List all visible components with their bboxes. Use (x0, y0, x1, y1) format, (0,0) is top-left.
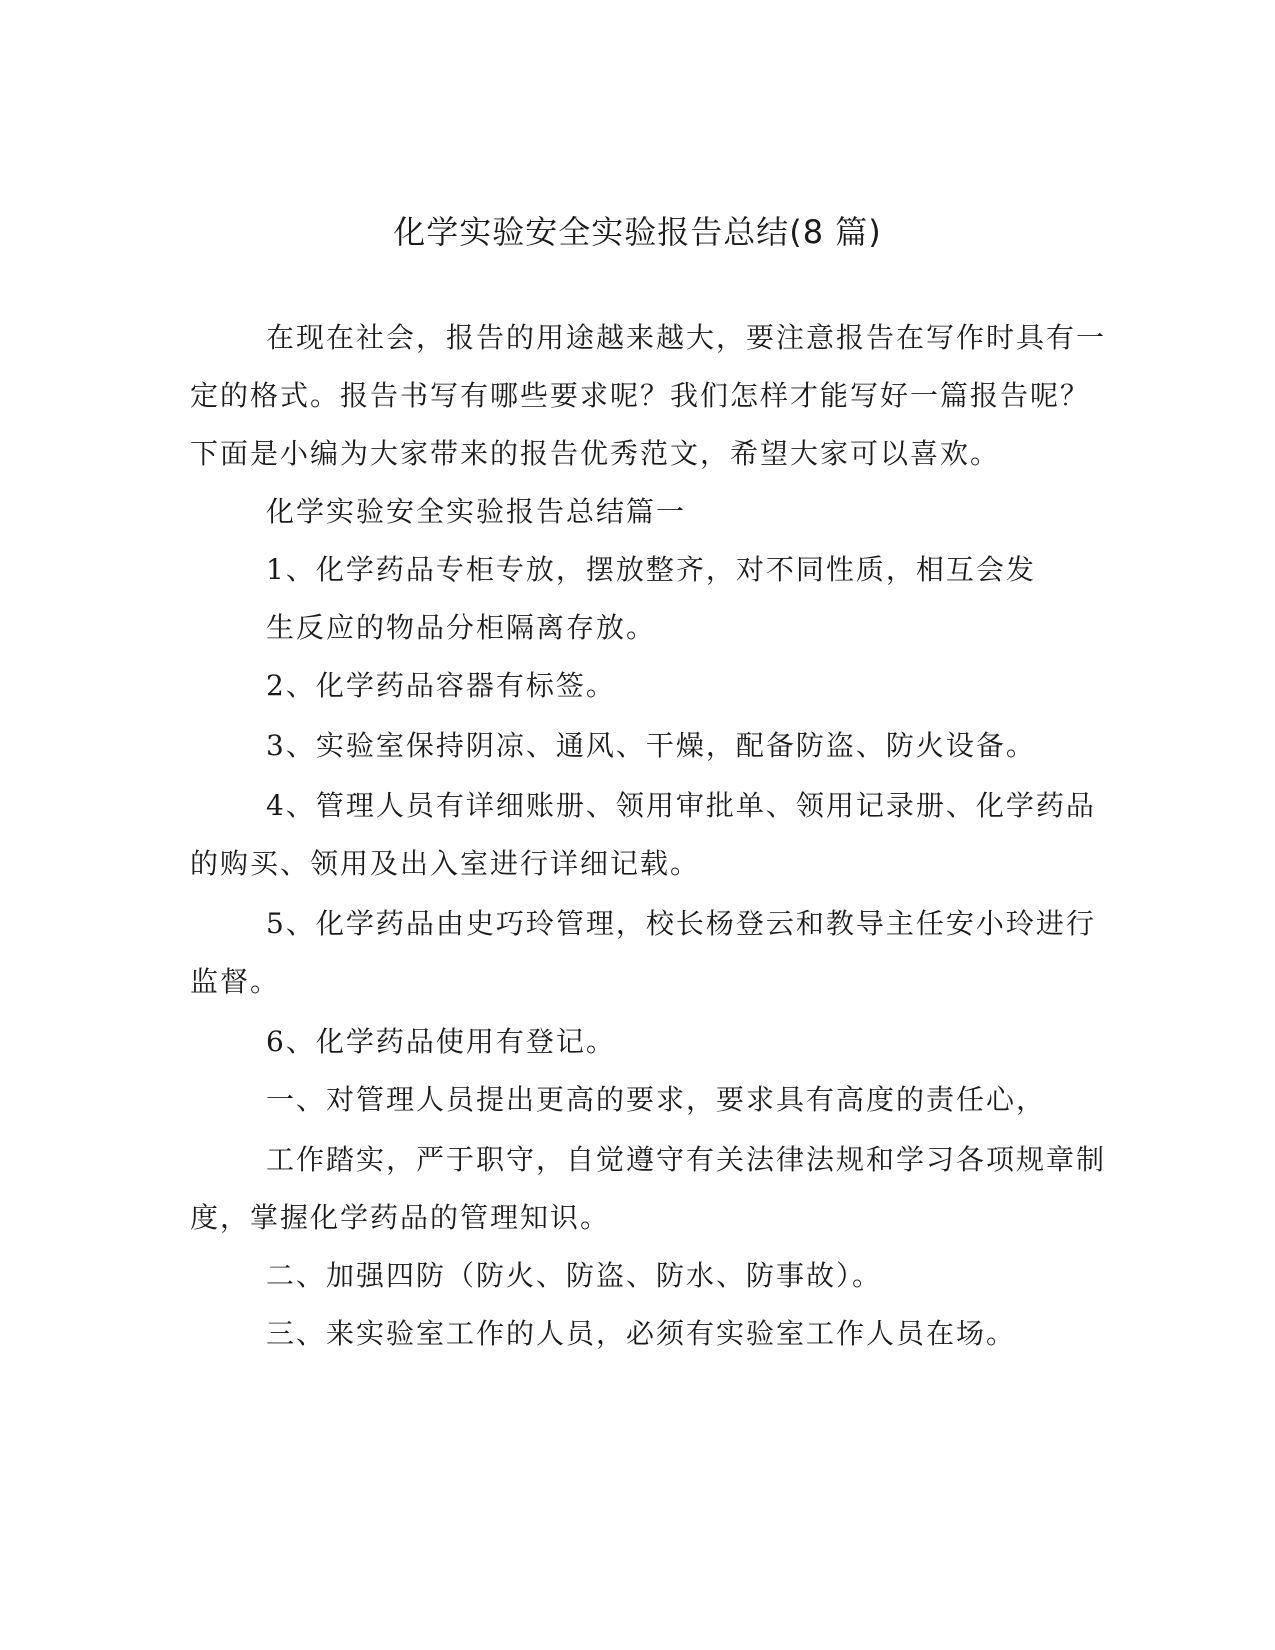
paragraph-line: 2、化学药品容器有标签。 (266, 669, 616, 702)
paragraph-line: 监督。 (190, 965, 281, 998)
paragraph-line: 的购买、领用及出入室进行详细记载。 (190, 847, 701, 880)
paragraph-line: 3、实验室保持阴凉、通风、干燥，配备防盗、防火设备。 (266, 729, 1036, 762)
paragraph-line: 6、化学药品使用有登记。 (266, 1025, 616, 1058)
paragraph-line: 工作踏实，严于职守，自觉遵守有关法律法规和学习各项规章制 (266, 1143, 1107, 1176)
paragraph-line: 定的格式。报告书写有哪些要求呢？我们怎样才能写好一篇报告呢？ (190, 379, 1091, 412)
paragraph-line: 一、对管理人员提出更高的要求，要求具有高度的责任心， (266, 1083, 1047, 1116)
paragraph-line: 4、管理人员有详细账册、领用审批单、领用记录册、化学药品 (266, 789, 1096, 822)
paragraph-line: 生反应的物品分柜隔离存放。 (266, 611, 657, 644)
paragraph-line: 1、化学药品专柜专放，摆放整齐，对不同性质，相互会发 (266, 553, 1036, 586)
paragraph-line: 5、化学药品由史巧玲管理，校长杨登云和教导主任安小玲进行 (266, 907, 1096, 940)
document-title: 化学实验安全实验报告总结(8 篇) (393, 213, 882, 251)
section-heading: 化学实验安全实验报告总结篇一 (266, 495, 687, 528)
paragraph-line: 三、来实验室工作的人员，必须有实验室工作人员在场。 (266, 1317, 1017, 1350)
paragraph-line: 二、加强四防（防火、防盗、防水、防事故）。 (266, 1259, 883, 1292)
paragraph-line: 在现在社会，报告的用途越来越大，要注意报告在写作时具有一 (266, 321, 1107, 354)
paragraph-line: 下面是小编为大家带来的报告优秀范文，希望大家可以喜欢。 (190, 437, 1001, 470)
paragraph-line: 度，掌握化学药品的管理知识。 (190, 1201, 611, 1234)
